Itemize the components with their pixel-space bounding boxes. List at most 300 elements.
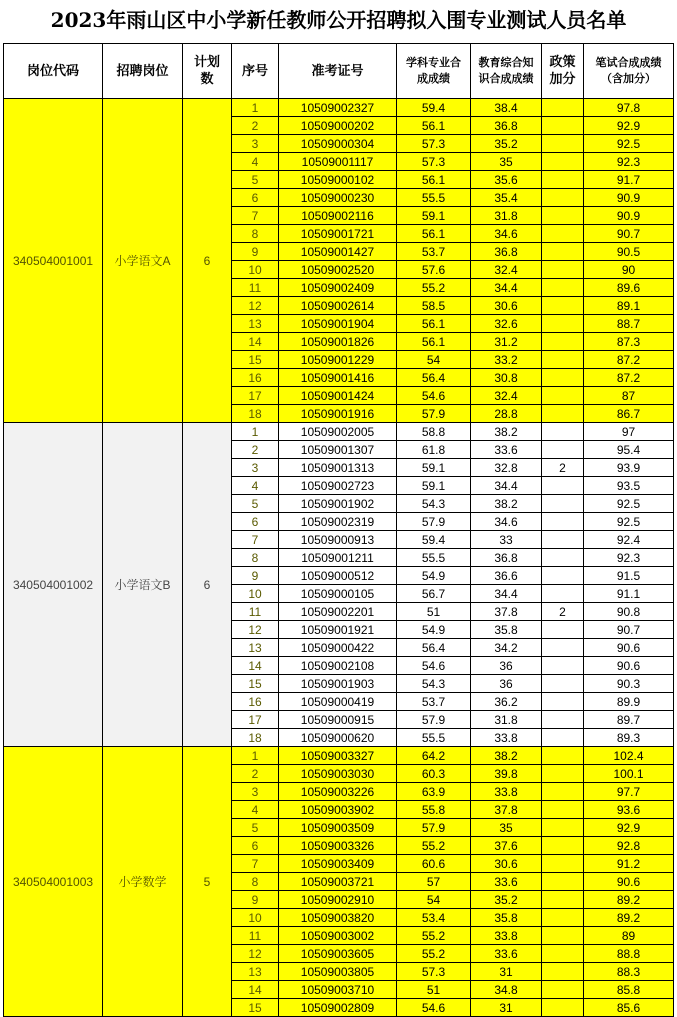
exam-number-cell: 10509003820	[279, 909, 397, 927]
edu-score-cell: 37.8	[471, 801, 542, 819]
subject-score-cell: 59.1	[397, 459, 471, 477]
exam-number-cell: 10509001427	[279, 243, 397, 261]
plan-count-cell: 6	[183, 423, 232, 747]
exam-number-cell: 10509002005	[279, 423, 397, 441]
header-seq: 序号	[232, 44, 279, 99]
exam-number-cell: 10509001921	[279, 621, 397, 639]
policy-bonus-cell	[542, 621, 584, 639]
total-score-cell: 90.6	[584, 657, 674, 675]
edu-score-cell: 30.8	[471, 369, 542, 387]
edu-score-cell: 37.6	[471, 837, 542, 855]
subject-score-cell: 54.6	[397, 657, 471, 675]
subject-score-cell: 57.9	[397, 513, 471, 531]
policy-bonus-cell	[542, 675, 584, 693]
seq-cell: 15	[232, 675, 279, 693]
total-score-cell: 92.5	[584, 135, 674, 153]
total-score-cell: 86.7	[584, 405, 674, 423]
seq-cell: 3	[232, 783, 279, 801]
exam-number-cell: 10509000512	[279, 567, 397, 585]
policy-bonus-cell	[542, 243, 584, 261]
subject-score-cell: 55.2	[397, 279, 471, 297]
edu-score-cell: 38.2	[471, 495, 542, 513]
header-post-name: 招聘岗位	[103, 44, 183, 99]
total-score-cell: 88.3	[584, 963, 674, 981]
edu-score-cell: 35	[471, 819, 542, 837]
edu-score-cell: 36.8	[471, 549, 542, 567]
edu-score-cell: 36.6	[471, 567, 542, 585]
policy-bonus-cell	[542, 585, 584, 603]
total-score-cell: 90.8	[584, 603, 674, 621]
total-score-cell: 87.3	[584, 333, 674, 351]
edu-score-cell: 33.6	[471, 945, 542, 963]
edu-score-cell: 32.4	[471, 261, 542, 279]
table-row	[4, 747, 674, 765]
subject-score-cell: 59.4	[397, 531, 471, 549]
header-post-code: 岗位代码	[4, 44, 103, 99]
seq-cell: 8	[232, 549, 279, 567]
total-score-cell: 88.8	[584, 945, 674, 963]
plan-count-cell: 6	[183, 99, 232, 423]
total-score-cell: 102.4	[584, 747, 674, 765]
exam-number-cell: 10509002409	[279, 279, 397, 297]
table-row	[4, 99, 674, 117]
exam-number-cell: 10509000620	[279, 729, 397, 747]
exam-number-cell: 10509001902	[279, 495, 397, 513]
total-score-cell: 97.8	[584, 99, 674, 117]
seq-cell: 9	[232, 891, 279, 909]
subject-score-cell: 57.3	[397, 153, 471, 171]
total-score-cell: 90.6	[584, 873, 674, 891]
subject-score-cell: 54.3	[397, 675, 471, 693]
subject-score-cell: 59.1	[397, 477, 471, 495]
exam-number-cell: 10509002520	[279, 261, 397, 279]
edu-score-cell: 33.6	[471, 873, 542, 891]
exam-number-cell: 10509001424	[279, 387, 397, 405]
policy-bonus-cell	[542, 99, 584, 117]
seq-cell: 3	[232, 459, 279, 477]
edu-score-cell: 35.6	[471, 171, 542, 189]
total-score-cell: 100.1	[584, 765, 674, 783]
policy-bonus-cell	[542, 549, 584, 567]
exam-number-cell: 10509000202	[279, 117, 397, 135]
subject-score-cell: 61.8	[397, 441, 471, 459]
exam-number-cell: 10509001117	[279, 153, 397, 171]
subject-score-cell: 54.9	[397, 567, 471, 585]
total-score-cell: 85.6	[584, 999, 674, 1017]
policy-bonus-cell	[542, 477, 584, 495]
header-exam-no: 准考证号	[279, 44, 397, 99]
total-score-cell: 92.9	[584, 819, 674, 837]
exam-number-cell: 10509001721	[279, 225, 397, 243]
seq-cell: 4	[232, 477, 279, 495]
edu-score-cell: 34.2	[471, 639, 542, 657]
subject-score-cell: 56.4	[397, 639, 471, 657]
post-code-cell: 340504001003	[4, 747, 103, 1017]
total-score-cell: 90.6	[584, 639, 674, 657]
exam-number-cell: 10509003409	[279, 855, 397, 873]
edu-score-cell: 35.4	[471, 189, 542, 207]
subject-score-cell: 57.9	[397, 405, 471, 423]
policy-bonus-cell	[542, 171, 584, 189]
exam-number-cell: 10509003721	[279, 873, 397, 891]
header-policy-bonus: 政策 加分	[542, 44, 584, 99]
subject-score-cell: 54.6	[397, 999, 471, 1017]
total-score-cell: 89.7	[584, 711, 674, 729]
policy-bonus-cell	[542, 351, 584, 369]
seq-cell: 1	[232, 423, 279, 441]
plan-count-cell: 5	[183, 747, 232, 1017]
seq-cell: 1	[232, 747, 279, 765]
exam-number-cell: 10509003002	[279, 927, 397, 945]
total-score-cell: 92.3	[584, 549, 674, 567]
total-score-cell: 93.5	[584, 477, 674, 495]
edu-score-cell: 38.2	[471, 747, 542, 765]
policy-bonus-cell	[542, 513, 584, 531]
subject-score-cell: 55.8	[397, 801, 471, 819]
exam-number-cell: 10509002319	[279, 513, 397, 531]
subject-score-cell: 60.3	[397, 765, 471, 783]
policy-bonus-cell	[542, 747, 584, 765]
policy-bonus-cell	[542, 981, 584, 999]
seq-cell: 8	[232, 225, 279, 243]
total-score-cell: 90.7	[584, 621, 674, 639]
header-subject-score: 学科专业合 成成绩	[397, 44, 471, 99]
seq-cell: 11	[232, 603, 279, 621]
edu-score-cell: 34.6	[471, 513, 542, 531]
seq-cell: 16	[232, 693, 279, 711]
policy-bonus-cell	[542, 135, 584, 153]
policy-bonus-cell	[542, 333, 584, 351]
exam-number-cell: 10509002723	[279, 477, 397, 495]
policy-bonus-cell	[542, 495, 584, 513]
seq-cell: 6	[232, 513, 279, 531]
edu-score-cell: 34.6	[471, 225, 542, 243]
edu-score-cell: 35.2	[471, 891, 542, 909]
subject-score-cell: 57.6	[397, 261, 471, 279]
subject-score-cell: 60.6	[397, 855, 471, 873]
subject-score-cell: 51	[397, 981, 471, 999]
total-score-cell: 88.7	[584, 315, 674, 333]
edu-score-cell: 38.2	[471, 423, 542, 441]
subject-score-cell: 58.8	[397, 423, 471, 441]
subject-score-cell: 57	[397, 873, 471, 891]
subject-score-cell: 53.4	[397, 909, 471, 927]
policy-bonus-cell	[542, 189, 584, 207]
policy-bonus-cell	[542, 405, 584, 423]
edu-score-cell: 33.8	[471, 783, 542, 801]
exam-number-cell: 10509000422	[279, 639, 397, 657]
seq-cell: 9	[232, 243, 279, 261]
policy-bonus-cell	[542, 801, 584, 819]
seq-cell: 15	[232, 999, 279, 1017]
edu-score-cell: 36	[471, 675, 542, 693]
exam-number-cell: 10509003605	[279, 945, 397, 963]
exam-number-cell: 10509001211	[279, 549, 397, 567]
seq-cell: 7	[232, 207, 279, 225]
exam-number-cell: 10509003226	[279, 783, 397, 801]
policy-bonus-cell: 2	[542, 459, 584, 477]
edu-score-cell: 34.8	[471, 981, 542, 999]
subject-score-cell: 54	[397, 891, 471, 909]
exam-number-cell: 10509000102	[279, 171, 397, 189]
edu-score-cell: 30.6	[471, 855, 542, 873]
total-score-cell: 87	[584, 387, 674, 405]
edu-score-cell: 35.2	[471, 135, 542, 153]
total-score-cell: 91.2	[584, 855, 674, 873]
header-plan: 计划 数	[183, 44, 232, 99]
edu-score-cell: 34.4	[471, 585, 542, 603]
total-score-cell: 93.6	[584, 801, 674, 819]
table-row	[4, 423, 674, 441]
seq-cell: 12	[232, 945, 279, 963]
subject-score-cell: 57.3	[397, 135, 471, 153]
policy-bonus-cell	[542, 279, 584, 297]
edu-score-cell: 31.8	[471, 207, 542, 225]
post-name-cell: 小学数学	[103, 747, 183, 1017]
seq-cell: 6	[232, 189, 279, 207]
exam-number-cell: 10509000913	[279, 531, 397, 549]
subject-score-cell: 53.7	[397, 693, 471, 711]
exam-number-cell: 10509001904	[279, 315, 397, 333]
seq-cell: 18	[232, 729, 279, 747]
seq-cell: 4	[232, 153, 279, 171]
policy-bonus-cell	[542, 765, 584, 783]
policy-bonus-cell	[542, 261, 584, 279]
total-score-cell: 91.7	[584, 171, 674, 189]
exam-number-cell: 10509000230	[279, 189, 397, 207]
total-score-cell: 90.9	[584, 207, 674, 225]
seq-cell: 5	[232, 495, 279, 513]
edu-score-cell: 39.8	[471, 765, 542, 783]
total-score-cell: 97	[584, 423, 674, 441]
policy-bonus-cell	[542, 297, 584, 315]
subject-score-cell: 56.1	[397, 333, 471, 351]
policy-bonus-cell	[542, 441, 584, 459]
exam-number-cell: 10509001916	[279, 405, 397, 423]
subject-score-cell: 54	[397, 351, 471, 369]
edu-score-cell: 30.6	[471, 297, 542, 315]
policy-bonus-cell	[542, 369, 584, 387]
edu-score-cell: 33.6	[471, 441, 542, 459]
exam-number-cell: 10509003710	[279, 981, 397, 999]
edu-score-cell: 32.4	[471, 387, 542, 405]
table-body	[4, 99, 674, 1017]
total-score-cell: 87.2	[584, 351, 674, 369]
subject-score-cell: 55.5	[397, 189, 471, 207]
subject-score-cell: 51	[397, 603, 471, 621]
subject-score-cell: 54.6	[397, 387, 471, 405]
exam-number-cell: 10509000105	[279, 585, 397, 603]
edu-score-cell: 36.2	[471, 693, 542, 711]
total-score-cell: 89.9	[584, 693, 674, 711]
edu-score-cell: 31	[471, 963, 542, 981]
subject-score-cell: 57.9	[397, 819, 471, 837]
edu-score-cell: 35	[471, 153, 542, 171]
exam-number-cell: 10509000915	[279, 711, 397, 729]
total-score-cell: 90.5	[584, 243, 674, 261]
seq-cell: 2	[232, 441, 279, 459]
total-score-cell: 90.3	[584, 675, 674, 693]
policy-bonus-cell	[542, 207, 584, 225]
edu-score-cell: 33.8	[471, 729, 542, 747]
seq-cell: 14	[232, 657, 279, 675]
policy-bonus-cell	[542, 315, 584, 333]
seq-cell: 13	[232, 315, 279, 333]
total-score-cell: 89.2	[584, 909, 674, 927]
total-score-cell: 92.4	[584, 531, 674, 549]
edu-score-cell: 33.8	[471, 927, 542, 945]
exam-number-cell: 10509002614	[279, 297, 397, 315]
exam-number-cell: 10509003509	[279, 819, 397, 837]
total-score-cell: 89.1	[584, 297, 674, 315]
total-score-cell: 89.6	[584, 279, 674, 297]
policy-bonus-cell	[542, 963, 584, 981]
subject-score-cell: 56.1	[397, 171, 471, 189]
subject-score-cell: 57.3	[397, 963, 471, 981]
total-score-cell: 91.5	[584, 567, 674, 585]
policy-bonus-cell	[542, 225, 584, 243]
seq-cell: 13	[232, 963, 279, 981]
policy-bonus-cell	[542, 639, 584, 657]
total-score-cell: 95.4	[584, 441, 674, 459]
subject-score-cell: 56.1	[397, 315, 471, 333]
exam-number-cell: 10509002910	[279, 891, 397, 909]
edu-score-cell: 37.8	[471, 603, 542, 621]
seq-cell: 5	[232, 171, 279, 189]
policy-bonus-cell	[542, 999, 584, 1017]
policy-bonus-cell	[542, 531, 584, 549]
edu-score-cell: 32.6	[471, 315, 542, 333]
seq-cell: 4	[232, 801, 279, 819]
total-score-cell: 92.5	[584, 495, 674, 513]
subject-score-cell: 64.2	[397, 747, 471, 765]
seq-cell: 18	[232, 405, 279, 423]
policy-bonus-cell	[542, 387, 584, 405]
seq-cell: 17	[232, 711, 279, 729]
subject-score-cell: 53.7	[397, 243, 471, 261]
total-score-cell: 92.5	[584, 513, 674, 531]
edu-score-cell: 38.4	[471, 99, 542, 117]
exam-number-cell: 10509002201	[279, 603, 397, 621]
edu-score-cell: 35.8	[471, 909, 542, 927]
seq-cell: 5	[232, 819, 279, 837]
header-edu-score: 教育综合知 识合成成绩	[471, 44, 542, 99]
results-table	[3, 43, 674, 1017]
page-title: 2023年雨山区中小学新任教师公开招聘拟入围专业测试人员名单	[50, 8, 627, 32]
policy-bonus-cell	[542, 423, 584, 441]
header-row	[4, 44, 674, 99]
exam-number-cell: 10509003805	[279, 963, 397, 981]
total-score-cell: 87.2	[584, 369, 674, 387]
edu-score-cell: 31.8	[471, 711, 542, 729]
seq-cell: 3	[232, 135, 279, 153]
seq-cell: 7	[232, 531, 279, 549]
post-code-cell: 340504001002	[4, 423, 103, 747]
subject-score-cell: 55.2	[397, 927, 471, 945]
subject-score-cell: 54.3	[397, 495, 471, 513]
total-score-cell: 89.2	[584, 891, 674, 909]
seq-cell: 8	[232, 873, 279, 891]
post-name-cell: 小学语文B	[103, 423, 183, 747]
subject-score-cell: 54.9	[397, 621, 471, 639]
exam-number-cell: 10509002108	[279, 657, 397, 675]
subject-score-cell: 55.2	[397, 837, 471, 855]
total-score-cell: 90.7	[584, 225, 674, 243]
total-score-cell: 92.3	[584, 153, 674, 171]
subject-score-cell: 59.1	[397, 207, 471, 225]
subject-score-cell: 56.1	[397, 117, 471, 135]
exam-number-cell: 10509001307	[279, 441, 397, 459]
seq-cell: 11	[232, 927, 279, 945]
seq-cell: 10	[232, 909, 279, 927]
policy-bonus-cell	[542, 873, 584, 891]
total-score-cell: 97.7	[584, 783, 674, 801]
seq-cell: 16	[232, 369, 279, 387]
seq-cell: 12	[232, 297, 279, 315]
edu-score-cell: 32.8	[471, 459, 542, 477]
seq-cell: 6	[232, 837, 279, 855]
exam-number-cell: 10509000304	[279, 135, 397, 153]
exam-number-cell: 10509003030	[279, 765, 397, 783]
exam-number-cell: 10509003327	[279, 747, 397, 765]
total-score-cell: 89.3	[584, 729, 674, 747]
seq-cell: 2	[232, 117, 279, 135]
seq-cell: 13	[232, 639, 279, 657]
edu-score-cell: 34.4	[471, 477, 542, 495]
total-score-cell: 92.9	[584, 117, 674, 135]
policy-bonus-cell	[542, 855, 584, 873]
policy-bonus-cell	[542, 783, 584, 801]
policy-bonus-cell	[542, 153, 584, 171]
edu-score-cell: 33	[471, 531, 542, 549]
seq-cell: 2	[232, 765, 279, 783]
seq-cell: 10	[232, 585, 279, 603]
exam-number-cell: 10509003902	[279, 801, 397, 819]
edu-score-cell: 36	[471, 657, 542, 675]
exam-number-cell: 10509001826	[279, 333, 397, 351]
subject-score-cell: 55.2	[397, 945, 471, 963]
exam-number-cell: 10509001416	[279, 369, 397, 387]
policy-bonus-cell	[542, 945, 584, 963]
exam-number-cell: 10509002116	[279, 207, 397, 225]
exam-number-cell: 10509003326	[279, 837, 397, 855]
total-score-cell: 90	[584, 261, 674, 279]
policy-bonus-cell	[542, 729, 584, 747]
total-score-cell: 89	[584, 927, 674, 945]
policy-bonus-cell	[542, 909, 584, 927]
post-code-cell: 340504001001	[4, 99, 103, 423]
policy-bonus-cell	[542, 693, 584, 711]
subject-score-cell: 55.5	[397, 549, 471, 567]
policy-bonus-cell	[542, 567, 584, 585]
edu-score-cell: 34.4	[471, 279, 542, 297]
exam-number-cell: 10509002327	[279, 99, 397, 117]
edu-score-cell: 36.8	[471, 243, 542, 261]
edu-score-cell: 36.8	[471, 117, 542, 135]
total-score-cell: 92.8	[584, 837, 674, 855]
exam-number-cell: 10509002809	[279, 999, 397, 1017]
exam-number-cell: 10509001229	[279, 351, 397, 369]
exam-number-cell: 10509001313	[279, 459, 397, 477]
total-score-cell: 93.9	[584, 459, 674, 477]
seq-cell: 11	[232, 279, 279, 297]
policy-bonus-cell	[542, 891, 584, 909]
subject-score-cell: 57.9	[397, 711, 471, 729]
header-total-score: 笔试合成成绩 （含加分）	[584, 44, 674, 99]
edu-score-cell: 35.8	[471, 621, 542, 639]
subject-score-cell: 59.4	[397, 99, 471, 117]
edu-score-cell: 28.8	[471, 405, 542, 423]
